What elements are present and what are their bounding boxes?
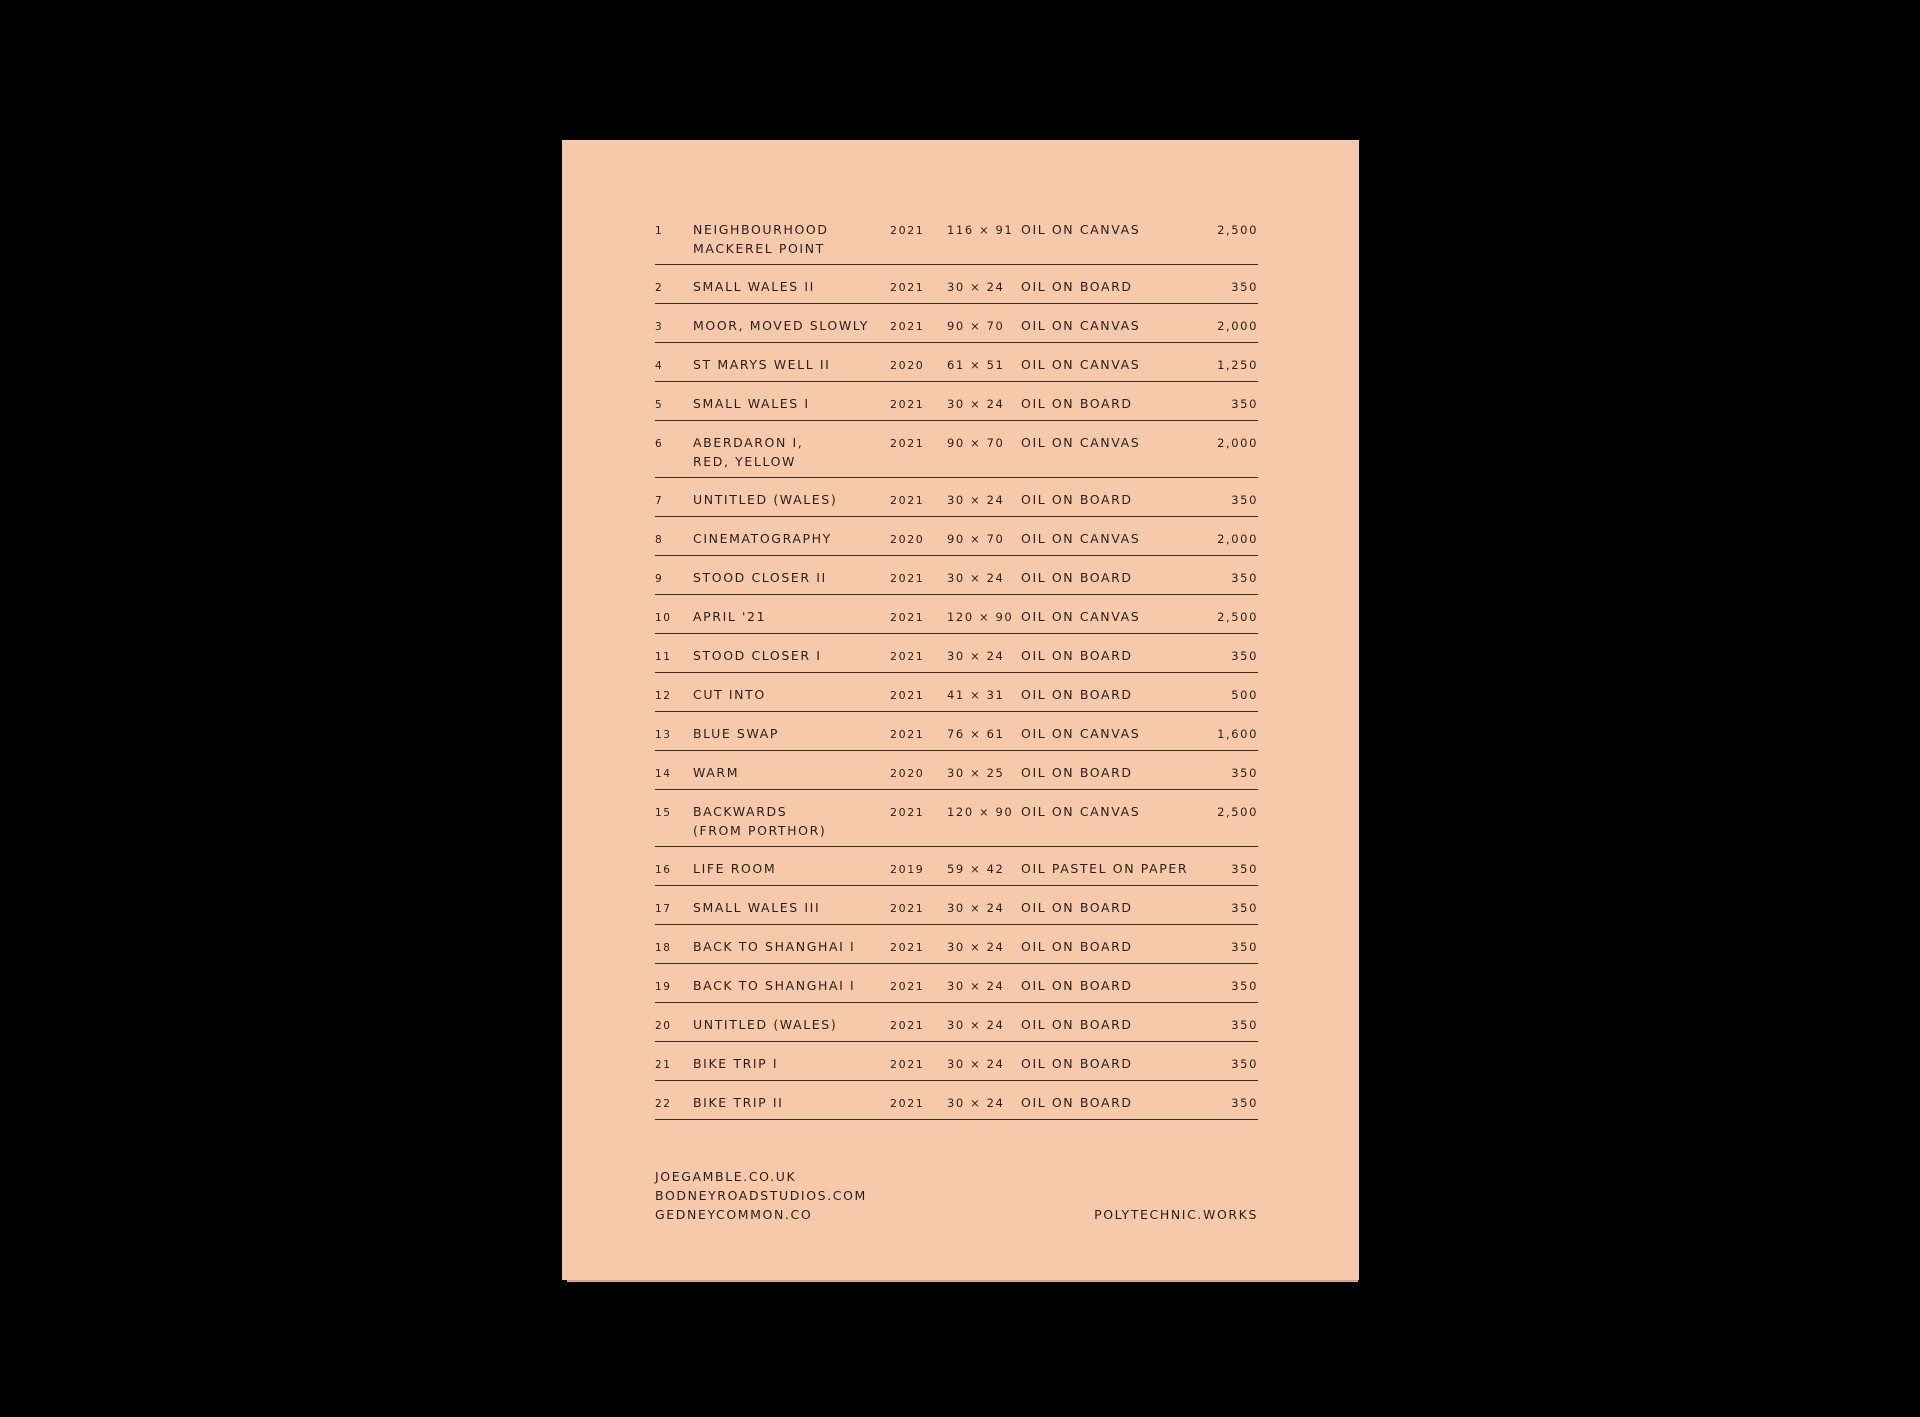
work-medium: OIL ON BOARD <box>1021 900 1133 915</box>
work-price: 2,500 <box>1217 610 1258 624</box>
work-medium: OIL ON CANVAS <box>1021 726 1141 741</box>
work-number: 7 <box>655 495 664 507</box>
work-price: 350 <box>1231 1018 1258 1032</box>
work-dimensions: 90 × 70 <box>947 532 1005 546</box>
work-price: 350 <box>1231 1057 1258 1071</box>
work-number: 6 <box>655 438 664 450</box>
work-title-line: SMALL WALES II <box>693 279 815 294</box>
work-title <box>693 394 810 413</box>
work-number: 19 <box>655 981 672 993</box>
work-dimensions: 30 × 24 <box>947 571 1005 585</box>
work-number: 13 <box>655 729 672 741</box>
work-title-line: (FROM PORTHOR) <box>693 823 827 838</box>
work-dimensions: 41 × 31 <box>947 688 1005 702</box>
work-row <box>655 208 1258 265</box>
work-price: 350 <box>1231 571 1258 585</box>
work-title-line: BLUE SWAP <box>693 726 780 741</box>
work-number: 21 <box>655 1059 672 1071</box>
work-row <box>655 343 1258 382</box>
work-dimensions: 30 × 24 <box>947 397 1005 411</box>
work-medium: OIL ON CANVAS <box>1021 609 1141 624</box>
work-number: 11 <box>655 651 672 663</box>
work-number: 9 <box>655 573 664 585</box>
work-price: 350 <box>1231 1096 1258 1110</box>
work-medium: OIL ON CANVAS <box>1021 222 1141 237</box>
work-year: 2021 <box>890 941 925 954</box>
work-dimensions: 30 × 24 <box>947 1096 1005 1110</box>
work-year: 2021 <box>890 281 925 294</box>
work-title-line: SMALL WALES III <box>693 900 821 915</box>
work-title <box>693 220 829 258</box>
work-medium: OIL ON BOARD <box>1021 1095 1133 1110</box>
work-number: 16 <box>655 864 672 876</box>
work-number: 12 <box>655 690 672 702</box>
work-year: 2021 <box>890 902 925 915</box>
work-row <box>655 595 1258 634</box>
work-title <box>693 1093 783 1112</box>
work-row <box>655 634 1258 673</box>
work-medium: OIL ON CANVAS <box>1021 318 1141 333</box>
work-price: 1,250 <box>1217 358 1258 372</box>
work-row <box>655 421 1258 478</box>
work-price: 350 <box>1231 940 1258 954</box>
work-number: 3 <box>655 321 664 333</box>
work-row <box>655 478 1258 517</box>
work-year: 2021 <box>890 224 925 237</box>
work-number: 18 <box>655 942 672 954</box>
work-title <box>693 316 869 335</box>
work-price: 1,600 <box>1217 727 1258 741</box>
footer <box>655 1167 1258 1224</box>
work-title-line: MACKEREL POINT <box>693 241 825 256</box>
work-row <box>655 673 1258 712</box>
work-medium: OIL ON BOARD <box>1021 1056 1133 1071</box>
work-price: 500 <box>1231 688 1258 702</box>
work-number: 14 <box>655 768 672 780</box>
work-number: 2 <box>655 282 664 294</box>
work-medium: OIL ON CANVAS <box>1021 531 1141 546</box>
work-year: 2021 <box>890 572 925 585</box>
work-title <box>693 433 803 471</box>
work-title <box>693 685 766 704</box>
work-title <box>693 976 855 995</box>
work-row <box>655 964 1258 1003</box>
work-number: 15 <box>655 807 672 819</box>
work-number: 20 <box>655 1020 672 1032</box>
work-year: 2021 <box>890 728 925 741</box>
work-price: 2,000 <box>1217 436 1258 450</box>
work-dimensions: 30 × 24 <box>947 979 1005 993</box>
work-price: 350 <box>1231 766 1258 780</box>
work-medium: OIL ON CANVAS <box>1021 804 1141 819</box>
work-price: 2,500 <box>1217 223 1258 237</box>
work-number: 1 <box>655 225 664 237</box>
work-title-line: CINEMATOGRAPHY <box>693 531 832 546</box>
work-title-line: CUT INTO <box>693 687 766 702</box>
work-year: 2020 <box>890 533 925 546</box>
work-row <box>655 886 1258 925</box>
work-title <box>693 355 830 374</box>
work-title <box>693 1054 778 1073</box>
work-dimensions: 30 × 24 <box>947 493 1005 507</box>
work-title <box>693 568 827 587</box>
work-medium: OIL ON BOARD <box>1021 570 1133 585</box>
price-list-sheet <box>562 140 1359 1280</box>
work-dimensions: 30 × 25 <box>947 766 1005 780</box>
work-price: 2,000 <box>1217 319 1258 333</box>
work-medium: OIL ON BOARD <box>1021 939 1133 954</box>
work-year: 2021 <box>890 611 925 624</box>
work-year: 2021 <box>890 1058 925 1071</box>
work-title <box>693 646 822 665</box>
work-year: 2021 <box>890 806 925 819</box>
work-title-line: APRIL '21 <box>693 609 767 624</box>
work-row <box>655 712 1258 751</box>
work-row <box>655 265 1258 304</box>
work-number: 22 <box>655 1098 672 1110</box>
work-title-line: BACK TO SHANGHAI I <box>693 978 856 993</box>
footer-link: JOEGAMBLE.CO.UK <box>655 1169 797 1184</box>
work-medium: OIL ON BOARD <box>1021 492 1133 507</box>
work-title-line: UNTITLED (WALES) <box>693 492 838 507</box>
work-dimensions: 120 × 90 <box>947 610 1014 624</box>
work-price: 350 <box>1231 397 1258 411</box>
work-row <box>655 1042 1258 1081</box>
work-number: 10 <box>655 612 672 624</box>
work-title-line: UNTITLED (WALES) <box>693 1017 838 1032</box>
work-medium: OIL ON BOARD <box>1021 1017 1133 1032</box>
work-price: 350 <box>1231 901 1258 915</box>
work-year: 2021 <box>890 1097 925 1110</box>
work-row <box>655 1081 1258 1120</box>
work-row <box>655 382 1258 421</box>
work-dimensions: 30 × 24 <box>947 1057 1005 1071</box>
work-row <box>655 517 1258 556</box>
work-year: 2021 <box>890 494 925 507</box>
work-number: 5 <box>655 399 664 411</box>
work-number: 4 <box>655 360 664 372</box>
work-title-line: NEIGHBOURHOOD <box>693 222 829 237</box>
work-dimensions: 116 × 91 <box>947 223 1014 237</box>
work-title-line: BIKE TRIP I <box>693 1056 779 1071</box>
work-medium: OIL ON BOARD <box>1021 765 1133 780</box>
work-title-line: RED, YELLOW <box>693 454 796 469</box>
work-dimensions: 30 × 24 <box>947 1018 1005 1032</box>
work-year: 2020 <box>890 359 925 372</box>
work-dimensions: 59 × 42 <box>947 862 1005 876</box>
work-medium: OIL ON BOARD <box>1021 978 1133 993</box>
work-price: 2,000 <box>1217 532 1258 546</box>
work-title-line: BACK TO SHANGHAI I <box>693 939 856 954</box>
work-dimensions: 90 × 70 <box>947 436 1005 450</box>
work-title <box>693 607 766 626</box>
work-price: 350 <box>1231 493 1258 507</box>
work-medium: OIL ON CANVAS <box>1021 357 1141 372</box>
work-number: 8 <box>655 534 664 546</box>
work-year: 2021 <box>890 689 925 702</box>
work-price: 350 <box>1231 862 1258 876</box>
work-title-line: STOOD CLOSER II <box>693 570 827 585</box>
work-year: 2021 <box>890 437 925 450</box>
work-medium: OIL ON BOARD <box>1021 687 1133 702</box>
work-price: 350 <box>1231 649 1258 663</box>
work-title <box>693 802 826 840</box>
work-medium: OIL PASTEL ON PAPER <box>1021 861 1189 876</box>
work-medium: OIL ON BOARD <box>1021 279 1133 294</box>
work-title-line: ST MARYS WELL II <box>693 357 831 372</box>
work-row <box>655 556 1258 595</box>
work-year: 2021 <box>890 398 925 411</box>
footer-link: GEDNEYCOMMON.CO <box>655 1207 813 1222</box>
work-title <box>693 277 815 296</box>
work-dimensions: 30 × 24 <box>947 901 1005 915</box>
work-title-line: MOOR, MOVED SLOWLY <box>693 318 869 333</box>
work-medium: OIL ON BOARD <box>1021 648 1133 663</box>
work-row <box>655 1003 1258 1042</box>
work-medium: OIL ON BOARD <box>1021 396 1133 411</box>
work-dimensions: 120 × 90 <box>947 805 1014 819</box>
footer-link: BODNEYROADSTUDIOS.COM <box>655 1188 867 1203</box>
work-price: 350 <box>1231 280 1258 294</box>
work-title-line: LIFE ROOM <box>693 861 777 876</box>
work-dimensions: 76 × 61 <box>947 727 1005 741</box>
work-year: 2021 <box>890 650 925 663</box>
work-title-line: BACKWARDS <box>693 804 788 819</box>
work-row <box>655 925 1258 964</box>
work-dimensions: 30 × 24 <box>947 940 1005 954</box>
work-title <box>693 898 820 917</box>
work-dimensions: 30 × 24 <box>947 649 1005 663</box>
work-price: 2,500 <box>1217 805 1258 819</box>
work-row <box>655 304 1258 343</box>
work-title <box>693 859 776 878</box>
work-title <box>693 937 855 956</box>
work-title-line: WARM <box>693 765 740 780</box>
work-dimensions: 90 × 70 <box>947 319 1005 333</box>
work-year: 2021 <box>890 320 925 333</box>
work-dimensions: 61 × 51 <box>947 358 1005 372</box>
work-row <box>655 847 1258 886</box>
work-title <box>693 763 739 782</box>
work-price: 350 <box>1231 979 1258 993</box>
work-title <box>693 1015 837 1034</box>
work-year: 2021 <box>890 980 925 993</box>
work-row <box>655 790 1258 847</box>
work-title-line: ABERDARON I, <box>693 435 804 450</box>
work-year: 2019 <box>890 863 925 876</box>
footer-right-link: POLYTECHNIC.WORKS <box>1094 1207 1258 1222</box>
work-number: 17 <box>655 903 672 915</box>
work-title <box>693 529 832 548</box>
work-title <box>693 490 837 509</box>
work-year: 2021 <box>890 1019 925 1032</box>
work-title <box>693 724 779 743</box>
work-year: 2020 <box>890 767 925 780</box>
work-title-line: STOOD CLOSER I <box>693 648 822 663</box>
work-title-line: BIKE TRIP II <box>693 1095 784 1110</box>
work-medium: OIL ON CANVAS <box>1021 435 1141 450</box>
work-title-line: SMALL WALES I <box>693 396 810 411</box>
works-list <box>655 208 1258 1120</box>
work-dimensions: 30 × 24 <box>947 280 1005 294</box>
work-row <box>655 751 1258 790</box>
